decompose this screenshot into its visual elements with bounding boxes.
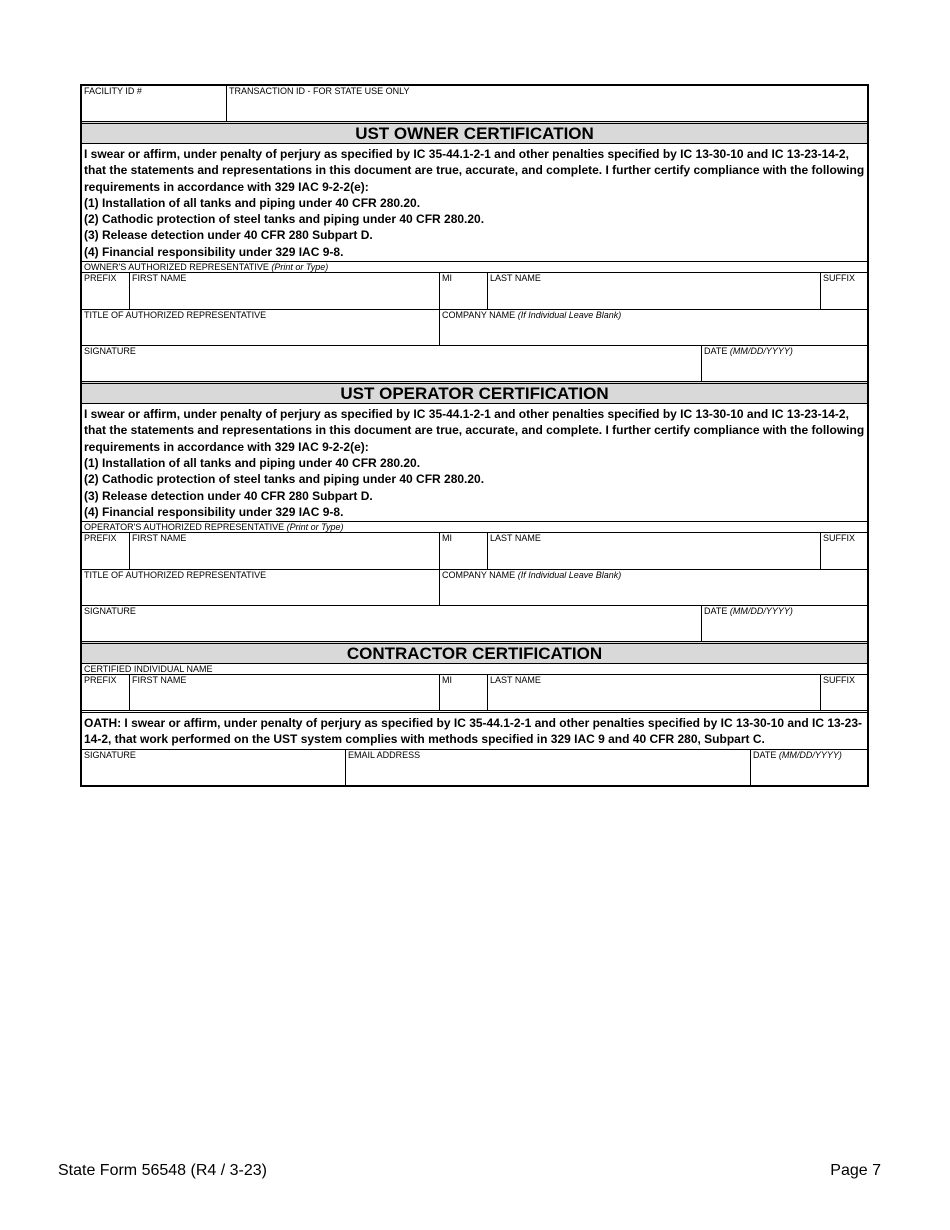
owner-statement-line: (2) Cathodic protection of steel tanks and piping under 40 CFR 280.20.: [84, 212, 485, 227]
date-label-note: (MM/DD/YYYY): [778, 749, 842, 760]
company-label: [442, 570, 865, 581]
contractor-oath: OATH: I swear or affirm, under penalty of perjury as specified by IC 35-44.1-2-1 and other penalties specified by IC 13-30-10 and IC 13-23-14-2, that work performed on the UST system complies with methods specified in 329 IAC 9 and 40 CFR 280, Subpart C.: [82, 710, 867, 749]
first-name-label: FIRST NAME: [132, 675, 187, 686]
date-label-note: (MM/DD/YYYY): [729, 346, 793, 357]
contractor-section-title: CONTRACTOR CERTIFICATION: [82, 641, 867, 663]
signature-label: SIGNATURE: [84, 346, 136, 357]
facility-id-label: FACILITY ID #: [84, 86, 142, 96]
title-rep-label: TITLE OF AUTHORIZED REPRESENTATIVE: [84, 310, 267, 321]
owner-date-field[interactable]: [701, 346, 867, 381]
signature-label: SIGNATURE: [84, 606, 136, 617]
company-label-note: (If Individual Leave Blank): [517, 570, 622, 581]
owner-last-name-field[interactable]: [487, 273, 820, 309]
first-name-label: FIRST NAME: [132, 273, 187, 284]
operator-date-field[interactable]: [701, 606, 867, 641]
contractor-email-field[interactable]: [345, 750, 750, 785]
operator-statement-line: (3) Release detection under 40 CFR 280 Subpart D.: [84, 488, 373, 503]
email-label: EMAIL ADDRESS: [348, 749, 421, 760]
owner-statement-line: (3) Release detection under 40 CFR 280 Subpart D.: [84, 228, 373, 243]
certification-form: [80, 84, 869, 787]
operator-statement-line: (1) Installation of all tanks and piping under 40 CFR 280.20.: [84, 455, 421, 470]
operator-rep-label: [82, 521, 867, 532]
operator-statement-line: (2) Cathodic protection of steel tanks and piping under 40 CFR 280.20.: [84, 472, 485, 487]
owner-rep-label: [82, 261, 867, 272]
operator-mi-field[interactable]: [439, 533, 487, 569]
owner-name-row: [82, 272, 867, 309]
operator-title-field[interactable]: [82, 570, 439, 605]
operator-section-title: UST OPERATOR CERTIFICATION: [82, 381, 867, 403]
form-id: State Form 56548 (R4 / 3-23): [58, 1162, 267, 1179]
contractor-prefix-field[interactable]: [82, 675, 129, 710]
transaction-id-field: [226, 86, 867, 121]
page-number: Page 7: [830, 1162, 881, 1179]
operator-signature-field[interactable]: [82, 606, 701, 641]
contractor-name-row: [82, 674, 867, 710]
operator-prefix-field[interactable]: [82, 533, 129, 569]
contractor-date-field[interactable]: [750, 750, 867, 785]
operator-suffix-field[interactable]: [820, 533, 867, 569]
owner-first-name-field[interactable]: [129, 273, 439, 309]
contractor-first-name-field[interactable]: [129, 675, 439, 710]
suffix-label: SUFFIX: [823, 273, 856, 284]
suffix-label: SUFFIX: [823, 675, 856, 686]
last-name-label: LAST NAME: [490, 533, 541, 544]
prefix-label: PREFIX: [84, 675, 117, 686]
operator-rep-label-note: (Print or Type): [286, 522, 344, 533]
owner-rep-label-text: OWNER'S AUTHORIZED REPRESENTATIVE: [84, 262, 269, 273]
facility-id-field[interactable]: [82, 86, 226, 121]
date-label-text: DATE: [704, 606, 728, 617]
owner-statement-line: I swear or affirm, under penalty of perjury as specified by IC 35-44.1-2-1 and other penalties specified by IC 13-30-10 and IC 13-23-14-2, that the statements and representations in this document are true, accurate, and complete. I further certify compliance with the following requirements in accordance with 329 IAC 9-2-2(e):: [84, 147, 865, 194]
operator-statement: [82, 403, 867, 521]
operator-rep-label-text: OPERATOR'S AUTHORIZED REPRESENTATIVE: [84, 522, 285, 533]
first-name-label: FIRST NAME: [132, 533, 187, 544]
operator-name-row: [82, 532, 867, 569]
operator-company-field[interactable]: [439, 570, 867, 605]
owner-statement-line: (1) Installation of all tanks and piping under 40 CFR 280.20.: [84, 195, 421, 210]
last-name-label: LAST NAME: [490, 675, 541, 686]
operator-last-name-field[interactable]: [487, 533, 820, 569]
signature-label: SIGNATURE: [84, 749, 136, 760]
owner-company-field[interactable]: [439, 310, 867, 345]
date-label: [704, 606, 865, 617]
company-label-note: (If Individual Leave Blank): [517, 310, 622, 321]
prefix-label: PREFIX: [84, 533, 117, 544]
date-label-text: DATE: [753, 749, 777, 760]
owner-mi-field[interactable]: [439, 273, 487, 309]
contractor-suffix-field[interactable]: [820, 675, 867, 710]
mi-label: MI: [442, 533, 452, 544]
mi-label: MI: [442, 675, 452, 686]
company-label: [442, 310, 865, 321]
certified-individual-label: CERTIFIED INDIVIDUAL NAME: [82, 663, 867, 674]
company-label-text: COMPANY NAME: [442, 570, 516, 581]
owner-title-field[interactable]: [82, 310, 439, 345]
owner-statement-line: (4) Financial responsibility under 329 IAC 9-8.: [84, 244, 344, 259]
operator-title-row: [82, 569, 867, 605]
date-label: [704, 346, 865, 357]
owner-suffix-field[interactable]: [820, 273, 867, 309]
contractor-mi-field[interactable]: [439, 675, 487, 710]
operator-statement-line: I swear or affirm, under penalty of perjury as specified by IC 35-44.1-2-1 and other penalties specified by IC 13-30-10 and IC 13-23-14-2, that the statements and representations in this document are true, accurate, and complete. I further certify compliance with the following requirements in accordance with 329 IAC 9-2-2(e):: [84, 407, 865, 454]
owner-title-row: [82, 309, 867, 345]
mi-label: MI: [442, 273, 452, 284]
contractor-last-name-field[interactable]: [487, 675, 820, 710]
date-label-note: (MM/DD/YYYY): [729, 606, 793, 617]
owner-signature-field[interactable]: [82, 346, 701, 381]
owner-signature-row: [82, 345, 867, 381]
title-rep-label: TITLE OF AUTHORIZED REPRESENTATIVE: [84, 570, 267, 581]
company-label-text: COMPANY NAME: [442, 310, 516, 321]
owner-section-title: UST OWNER CERTIFICATION: [82, 121, 867, 143]
owner-rep-label-note: (Print or Type): [271, 262, 329, 273]
contractor-signature-row: [82, 749, 867, 785]
date-label-text: DATE: [704, 346, 728, 357]
last-name-label: LAST NAME: [490, 273, 541, 284]
prefix-label: PREFIX: [84, 273, 117, 284]
owner-prefix-field[interactable]: [82, 273, 129, 309]
operator-signature-row: [82, 605, 867, 641]
operator-statement-line: (4) Financial responsibility under 329 IAC 9-8.: [84, 504, 344, 519]
transaction-id-label: TRANSACTION ID - FOR STATE USE ONLY: [229, 86, 410, 96]
owner-statement: [82, 143, 867, 261]
operator-first-name-field[interactable]: [129, 533, 439, 569]
date-label: [753, 750, 865, 761]
top-row: [82, 86, 867, 121]
suffix-label: SUFFIX: [823, 533, 856, 544]
contractor-signature-field[interactable]: [82, 750, 345, 785]
